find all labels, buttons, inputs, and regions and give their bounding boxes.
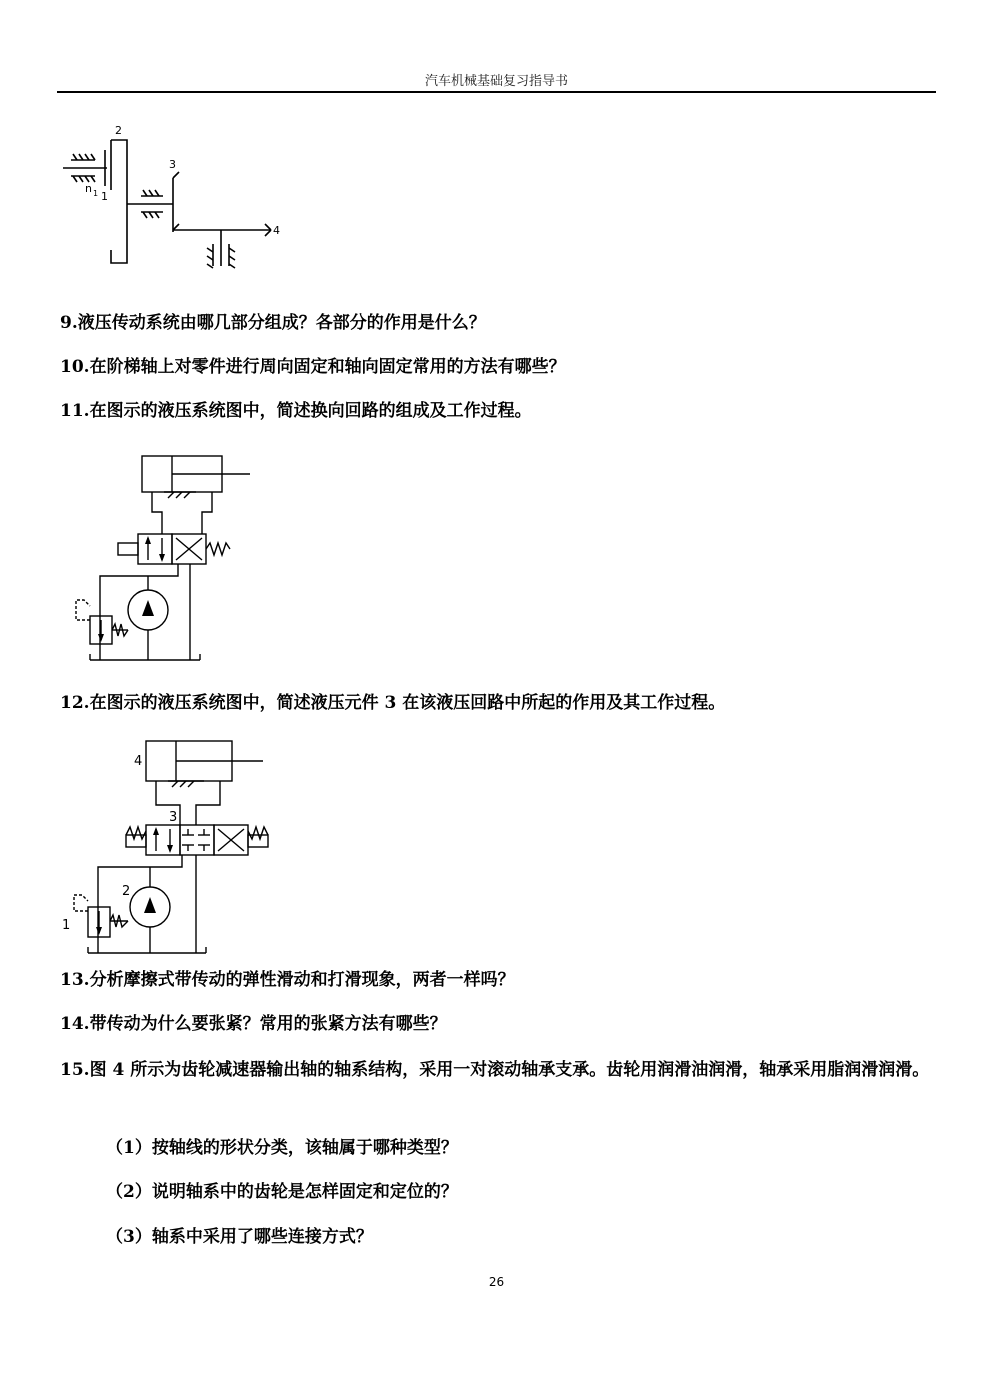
question-15: 15.图 4 所示为齿轮减速器输出轴的轴系结构，采用一对滚动轴承支承。齿轮用润滑油润滑，轴承采用脂润滑润滑。 <box>60 1060 930 1080</box>
component-label-3: 3 <box>169 810 178 825</box>
header-rule <box>57 91 936 93</box>
hydraulic-circuit-b <box>58 735 278 960</box>
question-15-part-3: （3）轴系中采用了哪些连接方式？ <box>106 1227 373 1247</box>
question-13: 13.分析摩擦式带传动的弹性滑动和打滑现象，两者一样吗？ <box>60 970 515 990</box>
question-15-part-1: （1）按轴线的形状分类，该轴属于哪种类型？ <box>106 1138 458 1158</box>
question-15-part-2: （2）说明轴系中的齿轮是怎样固定和定位的？ <box>106 1182 458 1202</box>
speed-label-sub-1: 1 <box>93 189 99 198</box>
question-14: 14.带传动为什么要张紧？常用的张紧方法有哪些？ <box>60 1014 447 1034</box>
hydraulic-circuit-a <box>60 450 270 665</box>
question-9: 9.液压传动系统由哪几部分组成？各部分的作用是什么？ <box>60 313 486 333</box>
question-12: 12.在图示的液压系统图中，简述液压元件 3 在该液压回路中所起的作用及其工作过程。 <box>60 693 726 713</box>
speed-label-n: n <box>85 182 92 195</box>
gear-label-4: 4 <box>273 224 280 237</box>
gear-label-2: 2 <box>115 124 122 137</box>
question-10: 10.在阶梯轴上对零件进行周向固定和轴向固定常用的方法有哪些？ <box>60 357 566 377</box>
question-11: 11.在图示的液压系统图中，简述换向回路的组成及工作过程。 <box>60 401 532 421</box>
component-label-4: 4 <box>134 754 143 769</box>
component-label-1: 1 <box>62 918 71 933</box>
component-label-2: 2 <box>122 884 131 899</box>
gear-label-3: 3 <box>169 158 176 171</box>
gear-label-1: 1 <box>101 190 108 203</box>
running-header: 汽车机械基础复习指导书 <box>424 74 568 89</box>
gear-train-diagram <box>55 120 295 275</box>
page-number: 26 <box>488 1275 505 1289</box>
